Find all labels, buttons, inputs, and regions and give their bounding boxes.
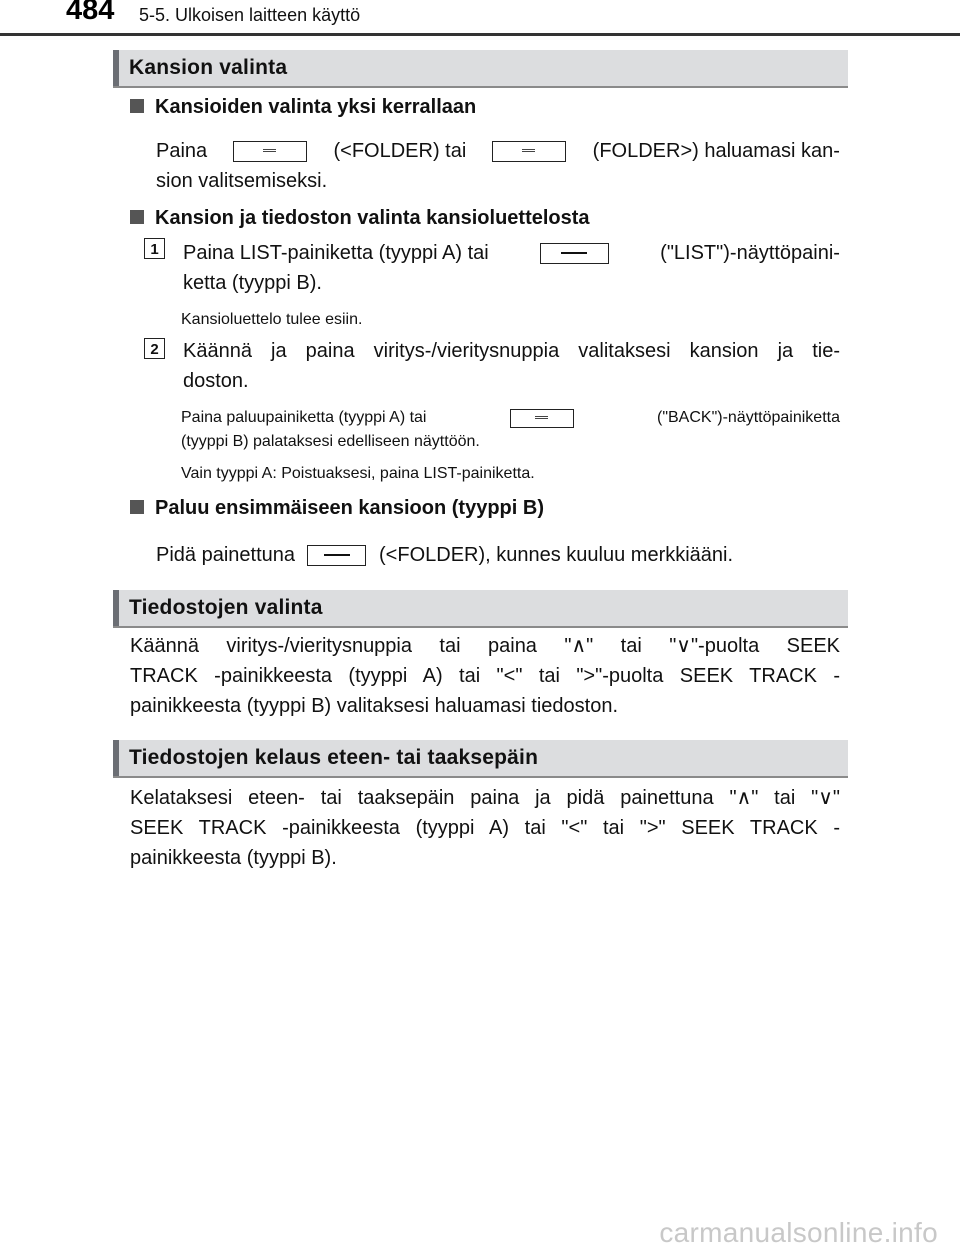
- folder-back-button: [233, 141, 307, 162]
- square-bullet-icon: [130, 210, 144, 224]
- paragraph-return-first-folder: Pidä painettuna (<FOLDER), kunnes kuuluu merkkiääni.: [156, 544, 734, 566]
- paragraph-fast-forward: Kelataksesi eteen- tai taaksepäin paina ja pidä painettuna "∧" tai "∨" SEEK TRACK -painikkeesta (tyyppi A) tai "<" tai ">" SEEK TRACK - painikkeesta (tyyppi B).: [130, 787, 840, 869]
- square-bullet-icon: [130, 500, 144, 514]
- subheading-folders-one-at-a-time: Kansioiden valinta yksi kerrallaan: [130, 96, 476, 119]
- section-heading-text: Tiedostojen kelaus eteen- tai taaksepäin: [129, 746, 539, 769]
- header-rule: [0, 33, 960, 36]
- step-2-text: Käännä ja paina viritys-/vieritysnuppia valitaksesi kansion ja tie- doston.: [183, 340, 840, 392]
- back-button: [510, 409, 574, 428]
- type-a-note: Vain tyyppi A: Poistuaksesi, paina LIST-painiketta.: [181, 465, 535, 482]
- back-note: Paina paluupainiketta (tyyppi A) tai ("BACK")-näyttöpainiketta (tyyppi B) palataksesi edelliseen näyttöön.: [181, 409, 840, 450]
- step-number-2: 2: [144, 338, 165, 359]
- paragraph-folder-one-at-a-time: Paina (<FOLDER) tai (FOLDER>) haluamasi kan- sion valitsemiseksi.: [156, 140, 840, 192]
- section-heading-text: Kansion valinta: [129, 56, 288, 79]
- subheading-folder-from-list: Kansion ja tiedoston valinta kansioluettelosta: [130, 207, 590, 230]
- square-bullet-icon: [130, 99, 144, 113]
- list-icon: [561, 252, 587, 254]
- folder-back-icon: [263, 149, 276, 152]
- folder-hold-button: [307, 545, 366, 566]
- section-heading-fast-forward: [113, 740, 848, 778]
- page-number: 484: [66, 0, 115, 26]
- folder-back-icon: [324, 554, 350, 556]
- paragraph-file-select: Käännä viritys-/vieritysnuppia tai paina "∧" tai "∨"-puolta SEEK TRACK -painikkeesta (tyyppi A) tai "<" tai ">"-puolta SEEK TRACK - painikkeesta (tyyppi B) valitaksesi haluamasi tiedoston.: [130, 635, 840, 717]
- folder-forward-button: [492, 141, 566, 162]
- list-button: [540, 243, 609, 264]
- section-heading-folder-select: [113, 50, 848, 88]
- section-heading-text: Tiedostojen valinta: [129, 596, 323, 619]
- step-number-1: 1: [144, 238, 165, 259]
- folder-forward-icon: [522, 149, 535, 152]
- step-1-text: Paina LIST-painiketta (tyyppi A) tai ("LIST")-näyttöpaini- ketta (tyyppi B).: [183, 242, 840, 294]
- subheading-return-first-folder: Paluu ensimmäiseen kansioon (tyyppi B): [130, 497, 544, 520]
- step-1-note: Kansioluettelo tulee esiin.: [181, 311, 363, 328]
- section-heading-file-select: [113, 590, 848, 628]
- back-icon: [535, 416, 548, 419]
- watermark: carmanualsonline.info: [659, 1217, 938, 1248]
- chapter-title: 5-5. Ulkoisen laitteen käyttö: [139, 5, 361, 25]
